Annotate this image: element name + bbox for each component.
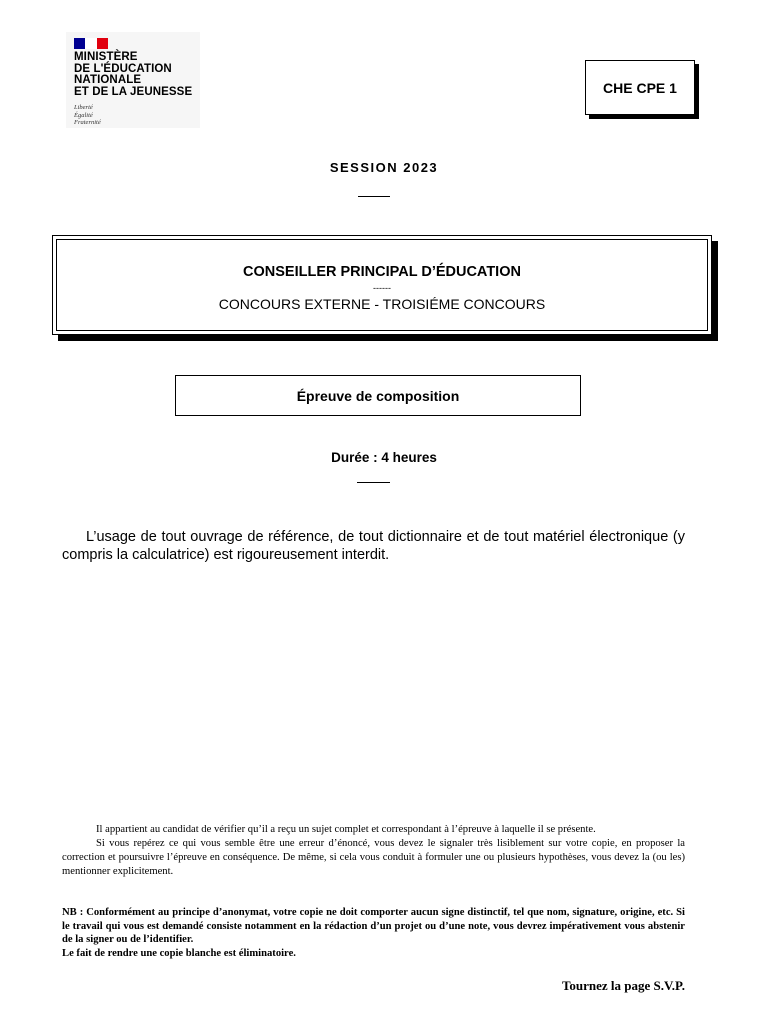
nb-paragraph: NB : Conformément au principe d’anonymat, votre copie ne doit comporter aucun signe distinctif, tel que nom, signature, origine, etc. Si le travail qui vous est demandé consiste notamment en la rédaction d’un projet ou d’une note, vous devrez impérativement vous abstenir de la signer ou de l’identifier. xyxy=(62,907,685,945)
ministry-logo xyxy=(66,32,200,128)
motto-line: Liberté xyxy=(74,104,93,111)
exam-subtitle: CONCOURS EXTERNE - TROISIÉME CONCOURS xyxy=(218,296,546,312)
marianne-flag-icon xyxy=(74,38,108,49)
nb-notice xyxy=(62,906,685,960)
instructions-paragraph: Si vous repérez ce qui vous semble être une erreur d’énoncé, vous devez le signaler très lisiblement sur votre copie, en proposer la correction et poursuivre l’épreuve en conséquence. De même, si cela vous conduit à formuler une ou plusieurs hypothèses, vous devez la (ou les) mentionner explicitement. xyxy=(62,838,685,877)
republic-motto xyxy=(74,104,101,127)
exam-title: CONSEILLER PRINCIPAL D’ÉDUCATION xyxy=(243,264,521,280)
session-divider xyxy=(358,196,390,197)
duration-label: Durée : 4 heures xyxy=(331,450,437,465)
turn-page-label: Tournez la page S.V.P. xyxy=(561,978,685,993)
nb-paragraph: Le fait de rendre une copie blanche est éliminatoire. xyxy=(62,947,296,959)
epreuve-label: Épreuve de composition xyxy=(296,387,460,404)
motto-line: Égalité xyxy=(74,111,93,119)
ministry-line: ET DE LA JEUNESSE xyxy=(74,85,193,98)
motto-line: Fraternité xyxy=(74,119,101,127)
ministry-name xyxy=(74,52,192,98)
ministry-line: MINISTÈRE xyxy=(74,51,138,63)
duration-divider xyxy=(357,482,390,483)
instructions-paragraph: Il appartient au candidat de vérifier qu’il a reçu un sujet complet et correspondant à l’épreuve à laquelle il se présente. xyxy=(96,824,596,835)
usage-notice: L’usage de tout ouvrage de référence, de tout dictionnaire et de tout matériel électronique (y compris la calculatrice) est rigoureusement interdit. xyxy=(62,529,685,563)
exam-code: CHE CPE 1 xyxy=(603,79,677,96)
instructions xyxy=(62,823,685,879)
ministry-line: DE L'ÉDUCATION xyxy=(74,62,172,75)
exam-title-box xyxy=(52,235,712,335)
exam-code-box xyxy=(585,60,695,115)
title-separator: ------ xyxy=(373,283,391,293)
session-label: SESSION 2023 xyxy=(329,160,439,175)
epreuve-box xyxy=(175,375,581,416)
ministry-line: NATIONALE xyxy=(74,74,142,86)
